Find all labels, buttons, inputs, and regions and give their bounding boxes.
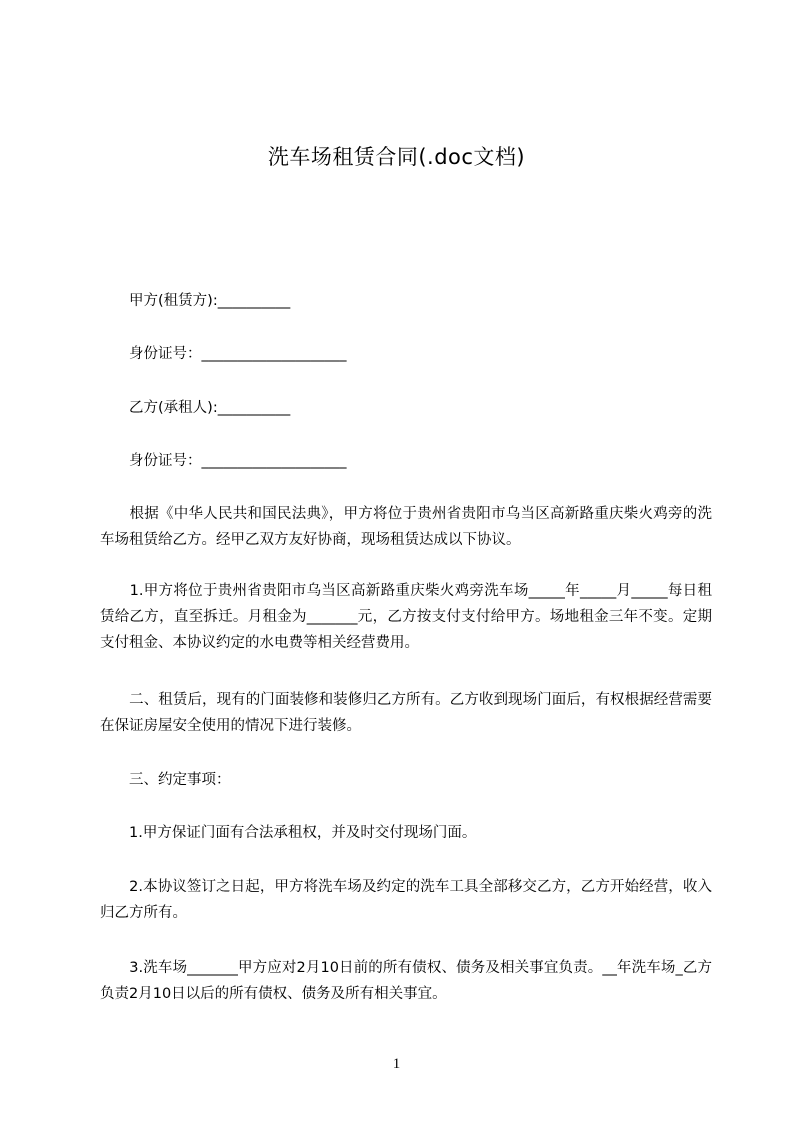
clause-3-item-1: 1.甲方保证门面有合法承租权，并及时交付现场门面。 [100, 825, 477, 841]
clause-1-paragraph: 1.甲方将位于贵州省贵阳市乌当区高新路重庆柴火鸡旁洗车场_____年_____月_____每日租赁给乙方，直至拆迁。月租金为_______元，乙方按支付支付给甲方。场地租金三年不变。定期支付租金、本协议约定的水电费等相关经营费用。 [100, 583, 712, 651]
clause-2-paragraph: 二、租赁后，现有的门面装修和装修归乙方所有。乙方收到现场门面后，有权根据经营需要在保证房屋安全使用的情况下进行装修。 [100, 692, 712, 734]
document-title: 洗车场租赁合同(.doc文档) [267, 145, 526, 169]
party-b-line: 乙方(承租人):__________ [100, 400, 291, 416]
clause-3-heading: 三、约定事项： [100, 772, 231, 788]
party-b-id-line: 身份证号：____________________ [100, 453, 347, 469]
clause-3-item-2: 2.本协议签订之日起，甲方将洗车场及约定的洗车工具全部移交乙方，乙方开始经营，收入归乙方所有。 [100, 879, 712, 921]
party-a-id-line: 身份证号：____________________ [100, 346, 347, 362]
party-a-line: 甲方(租赁方):__________ [100, 293, 291, 309]
intro-paragraph: 根据《中华人民共和国民法典》，甲方将位于贵州省贵阳市乌当区高新路重庆柴火鸡旁的洗车场租赁给乙方。经甲乙双方友好协商，现场租赁达成以下协议。 [100, 506, 712, 548]
clause-3-item-3: 3.洗车场_______甲方应对2月10日前的所有债权、债务及相关事宜负责。__年洗车场_乙方负责2月10日以后的所有债权、债务及所有相关事宜。 [100, 960, 712, 1002]
page-number: 1 [392, 1056, 401, 1072]
